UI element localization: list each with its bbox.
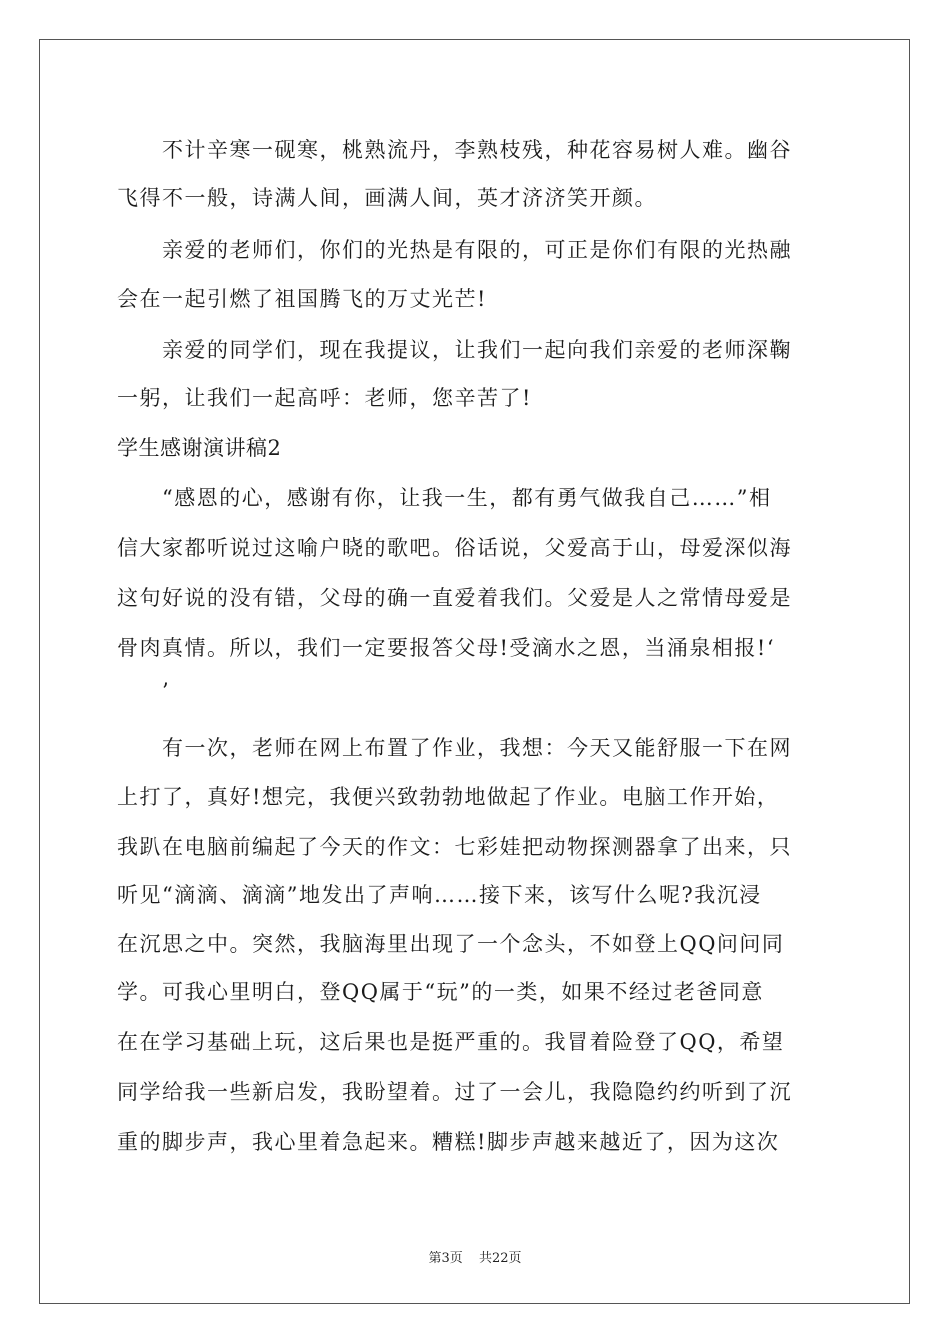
text-line: 学。可我心里明白，登QQ属于“玩”的一类，如果不经过老爸同意: [117, 980, 764, 1004]
text-line: 一躬，让我们一起高呼：老师，您辛苦了!: [117, 386, 532, 410]
text-line: 在在学习基础上玩，这后果也是挺严重的。我冒着险登了QQ，希望: [117, 1030, 785, 1054]
text-line: 重的脚步声，我心里着急起来。糟糕!脚步声越来越近了，因为这次: [117, 1130, 780, 1154]
text-line: 有一次，老师在网上布置了作业，我想：今天又能舒服一下在网: [117, 736, 792, 760]
text-line: 亲爱的老师们，你们的光热是有限的，可正是你们有限的光热融: [117, 238, 792, 262]
text-line: 同学给我一些新启发，我盼望着。过了一会儿，我隐隐约约听到了沉: [117, 1080, 792, 1104]
text-line: 这句好说的没有错，父母的确一直爱着我们。父爱是人之常情母爱是: [117, 586, 792, 610]
text-line: 我趴在电脑前编起了今天的作文：七彩娃把动物探测器拿了出来，只: [117, 835, 792, 859]
page-number: 第3页: [428, 1251, 463, 1266]
text-line: 不计辛寒一砚寒，桃熟流丹，李熟枝残，种花容易树人难。幽谷: [117, 138, 792, 162]
page-frame: [39, 39, 910, 1304]
text-line: 亲爱的同学们，现在我提议，让我们一起向我们亲爱的老师深鞠: [117, 338, 792, 362]
text-line: 上打了，真好!想完，我便兴致勃勃地做起了作业。电脑工作开始，: [117, 785, 780, 809]
text-line: 骨肉真情。所以，我们一定要报答父母!受滴水之恩，当涌泉相报!‘: [117, 636, 776, 660]
text-line: 听见“滴滴、滴滴”地发出了声响……接下来，该写什么呢?我沉浸: [117, 883, 762, 907]
text-line: 信大家都听说过这喻户晓的歌吧。俗话说，父爱高于山，母爱深似海: [117, 536, 792, 560]
text-line: “感恩的心，感谢有你，让我一生，都有勇气做我自己……”相: [117, 486, 772, 510]
text-line: 飞得不一般，诗满人间，画满人间，英才济济笑开颜。: [117, 186, 657, 210]
section-title: 学生感谢演讲稿2: [117, 436, 282, 460]
page-total: 共22页: [478, 1251, 522, 1266]
text-line: ’: [117, 679, 171, 703]
text-line: 在沉思之中。突然，我脑海里出现了一个念头，不如登上QQ问问同: [117, 932, 785, 956]
text-line: 会在一起引燃了祖国腾飞的万丈光芒!: [117, 287, 487, 311]
page-footer: [0, 1247, 950, 1266]
